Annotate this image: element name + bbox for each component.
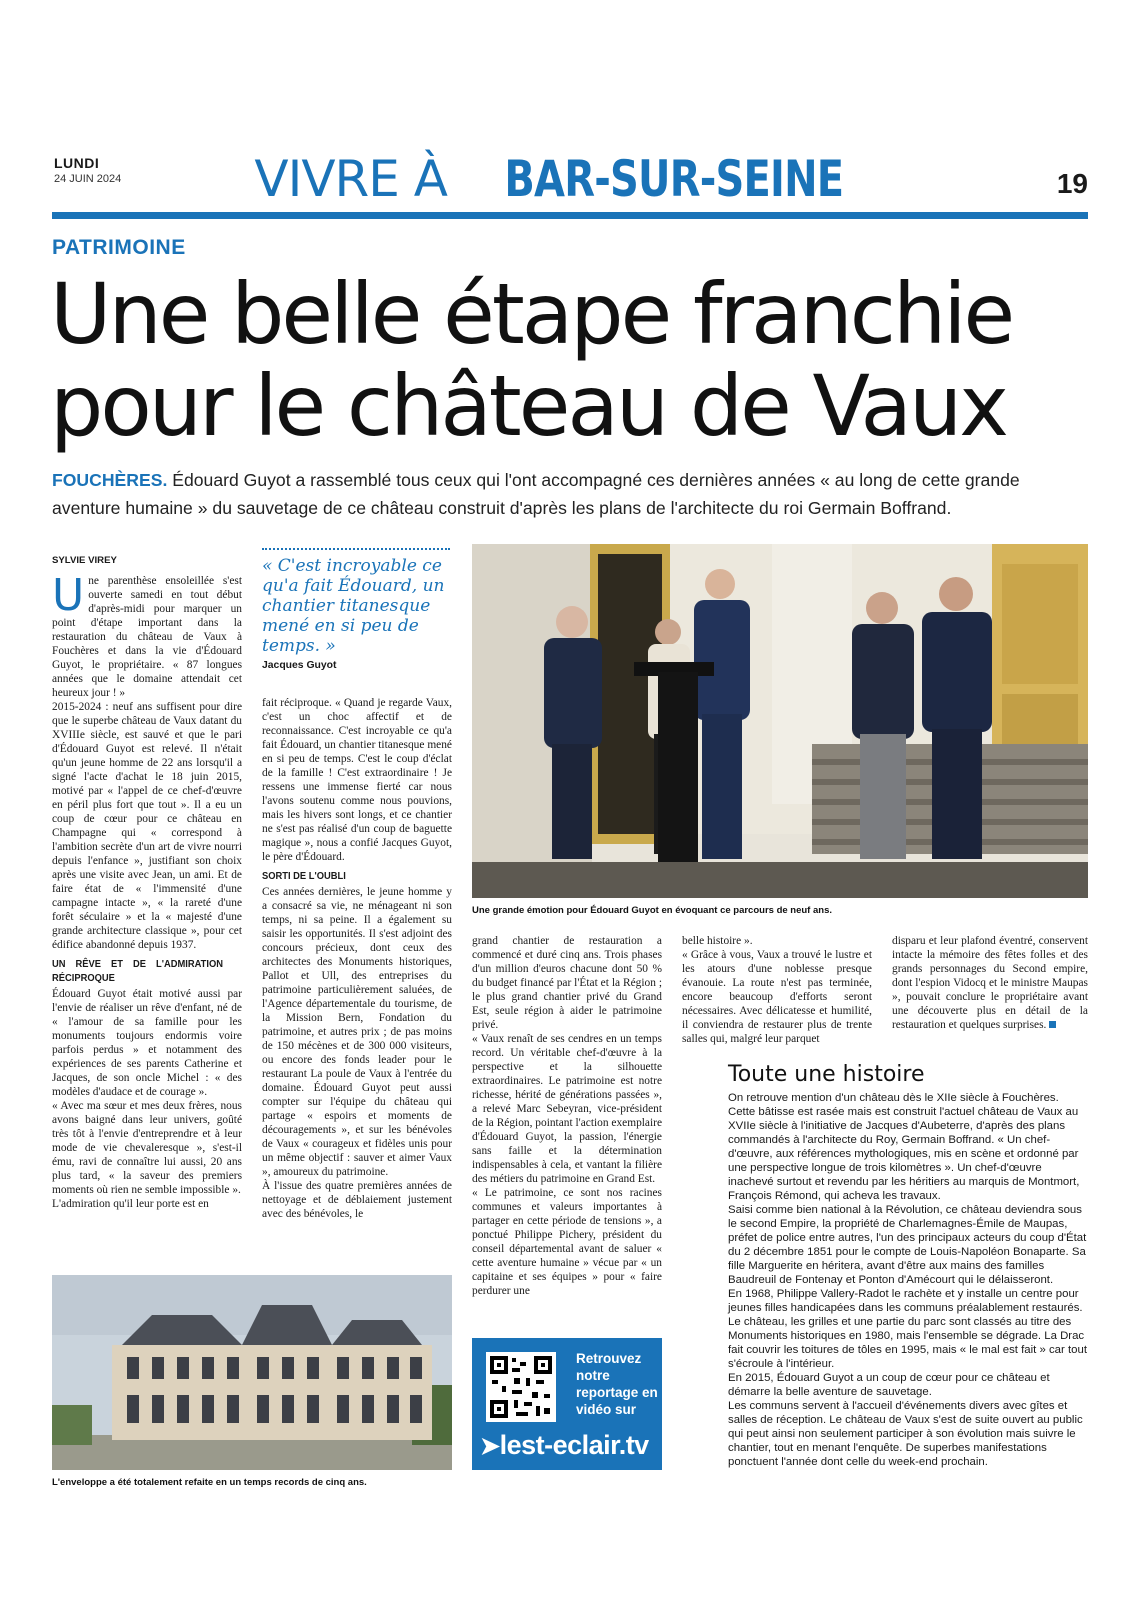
pull-quote-rule	[262, 548, 450, 550]
paragraph: « Avec ma sœur et mes deux frères, nous avons baigné dans leur univers, goûté très tôt à l'envie d'entreprendre et à leur mode de vie chevaleresque », s'est-il ému, ravi de connaître lui aussi, 20 ans plus tard, « la saveur des premiers moments où rien ne semble impossible ».	[52, 1100, 242, 1196]
paragraph: grand chantier de restauration a commencé et duré cinq ans. Trois phases d'un million d'euros chacune dont 50 % du budget financé par l'État et la Région ; le plus grand chantier privé du Grand Est, seule région à aider le patrimoine privé.	[472, 935, 662, 1031]
history-paragraph: En 1968, Philippe Vallery-Radot le rachète et y installe un centre pour jeunes filles handicapées dans les communs préalablement restaurés. Le château, les grilles et une partie du parc sont classés au titre des Monuments historiques en 1980, mais l'ensemble se dégrade. La Drac fait couvrir les toitures de tôles en 1995, mais « le mal est fait » car tout s'écroule à l'intérieur.	[728, 1288, 1087, 1370]
history-paragraph: Saisi comme bien national à la Révolution, ce château deviendra sous le second Empire, la propriété de Charlemagnes-Émile de Maupas, préfet de police entre autres, l'un des principaux acteurs du coup d'État du 2 décembre 1851 pour le compte de Louis-Napoléon Bonaparte. Sa fille Marguerite en héritera, avant d'être aux mains des familles Baudreuil de Fontenay et Ponton d'Amécourt qui le délaisseront.	[728, 1204, 1087, 1286]
ceremony-photo	[472, 544, 1088, 898]
promo-text: Retrouvez notre reportage en vidéo sur	[576, 1351, 658, 1417]
lede-text: Édouard Guyot a rassemblé tous ceux qui l'ont accompagné ces dernières années « au long de cette grande aventure humaine » du sauvetage de ce château construit d'après les plans de l'architecte du roi Germain Boffrand.	[52, 470, 1020, 518]
headline-line-2: pour le château de Vaux	[50, 357, 1006, 455]
photo-caption-2: L'enveloppe a été totalement refaite en un temps records de cinq ans.	[52, 1477, 367, 1488]
header-rule	[52, 212, 1088, 219]
paragraph: « Vaux renaît de ses cendres en un temps record. Un véritable chef-d'œuvre à la perspective et la silhouette extraordinaires. Le patrimoine est notre richesse, hérité de générations passées », a relevé Marc Sebeyran, vice-président de la Région, pointant l'action exemplaire d'Édouard Guyot, la passion, l'énergie sans faille et la détermination indispensables à cela, et vantant la filière des métiers du patrimoine en Grand Est.	[472, 1033, 662, 1185]
photo-caption-1: Une grande émotion pour Édouard Guyot en évoquant ce parcours de neuf ans.	[472, 905, 832, 916]
promo-brand-link[interactable]: ➤lest-eclair.tv	[480, 1430, 649, 1460]
page-rubric	[0, 150, 1140, 208]
byline: SYLVIE VIREY	[52, 555, 117, 566]
history-paragraph: On retrouve mention d'un château dès le XIIe siècle à Fouchères. Cette bâtisse est rasée mais est construit l'actuel château de Vaux au XVIIe siècle à l'initiative de Jacques d'Aubeterre, d'après des plans commandés à l'architecte du Roy, Germain Boffrand. « Un chef-d'œuvre, aux références mythologiques, mis en scène et ordonné par une perspective longue de trois kilomètres ». Un chef-d'œuvre inachevé surtout et revendu par les héritiers au marquis de Montmort, François Rémond, qui acheva les travaux.	[728, 1092, 1080, 1202]
pull-quote	[262, 548, 450, 671]
chateau-photo	[52, 1275, 452, 1470]
pull-quote-text: « C'est incroyable ce qu'a fait Édouard, un chantier titanesque mené en si peu de temps. »	[262, 556, 445, 656]
paragraph: Édouard Guyot était motivé aussi par l'envie de réaliser un rêve d'enfant, né de « l'amour de sa famille pour les monuments toujours endormis voire parfois perdus » et notamment des expériences de ses parents Catherine et Jacques, de son oncle Michel : « des modèles d'audace et de courage ».	[52, 988, 242, 1098]
lede	[52, 466, 1088, 522]
history-box-body	[728, 1091, 1088, 1469]
subhead: UN RÊVE ET DE L'ADMIRATION RÉCIPROQUE	[52, 959, 223, 984]
video-promo[interactable]	[472, 1338, 662, 1470]
paragraph: disparu et leur plafond éventré, conservent intacte la mémoire des fêtes folles et des grands personnages du Second empire, dont l'espion Vidocq et le ministre Maupas », pouvait conclure le propriétaire avant une découverte plus en détail de la restauration et quelques surprises.	[892, 935, 1088, 1031]
paragraph: Une parenthèse ensoleillée s'est ouverte samedi en tout début d'après-midi pour marquer un point d'étape important dans la restauration du château de Vaux à Fouchères et dans la vie d'Édouard Guyot, le propriétaire. « 87 longues années que le domaine attendait cet heureux jour ! »	[52, 570, 242, 699]
edition-day: LUNDI	[54, 155, 100, 171]
rubric-bold: BAR-SUR-SEINE	[504, 150, 844, 208]
qr-code-icon[interactable]	[486, 1352, 556, 1422]
paragraph: fait réciproque. « Quand je regarde Vaux, c'est un choc affectif et de reconnaissance. C'est incroyable ce qu'a fait Édouard, un chantier titanesque mené en si peu de temps. C'est le coup d'éclat de la famille ! C'est extraordinaire ! Je ressens une immense fierté car nous l'avons soutenu comme nous pouvions, mais les hivers sont longs, et ce chantier ne s'est pas réalisé d'un coup de baguette magique », nous a confié Jacques Guyot, le père d'Édouard.	[262, 697, 452, 863]
article-column-1	[52, 570, 242, 1211]
pull-quote-author: Jacques Guyot	[262, 660, 337, 671]
drop-cap: U	[52, 570, 85, 621]
paragraph: belle histoire ».	[682, 935, 753, 947]
paragraph: 2015-2024 : neuf ans suffisent pour dire que le superbe château de Vaux datant du XVIIIe siècle, est sauvé et que le pari d'Édouard Guyot est relevé. Il n'était qu'un jeune homme de 22 ans lorsqu'il a signé l'acte d'achat le 18 juin 2015, motivé par « l'appel de ce chef-d'œuvre en péril plus fort que tout ». Il a eu un coup de cœur pour ce château en Champagne qui « correspond à l'ambition secrète d'un art de vivre nourri depuis l'enfance », justifiant son choix après une visite avec Jean, un ami. Et de faire état de « l'immensité d'une campagne intacte », « la rareté d'une forêt séculaire » et la « majesté d'une grande architecture classique », pour cet édifice abandonné depuis 1937.	[52, 701, 242, 951]
paragraph: À l'issue des quatre premières années de nettoyage et de déblaiement justement avec des bénévoles, le	[262, 1180, 452, 1220]
article-column-4	[682, 934, 872, 1046]
edition-date: 24 JUIN 2024	[54, 173, 122, 185]
article-column-2	[262, 696, 452, 1221]
subhead: SORTI DE L'OUBLI	[262, 871, 346, 882]
paragraph: « Grâce à vous, Vaux a trouvé le lustre et les atours d'une noblesse presque évanouie. La route n'est pas terminée, encore beaucoup d'efforts seront nécessaires. Avec délicatesse et humilité, il conviendra de restaurer plus de trente salles qui, malgré leur parquet	[682, 949, 872, 1045]
history-box-title: Toute une histoire	[728, 1062, 925, 1087]
chateau-photo-image	[52, 1275, 452, 1470]
play-arrow-icon: ➤	[480, 1433, 500, 1460]
headline	[50, 265, 1090, 455]
section-label: PATRIMOINE	[52, 236, 186, 259]
ceremony-photo-image	[472, 544, 1088, 898]
paragraph: Ces années dernières, le jeune homme y a consacré sa vie, ne ménageant ni son temps, ni sa peine. Il a également su saisir les opportunités. Il s'est adjoint des concours précieux, dont ceux des architectes des Monuments historiques, Pallot et Ull, des entreprises du patrimoine particulièrement saluées, de l'Agence départementale du tourisme, de la Mission Bern, Fondation du patrimoine, et autres prix ; de pas moins de 150 mécènes et de 300 000 visiteurs, ou encore des fonds leader pour le restaurant La poule de Vaux à l'entrée du domaine. Édouard Guyot peut aussi compter sur l'équipe du château qui partage « espoirs et moments de découragements », et sur les bénévoles de Vaux « courageux et fidèles unis pour un même objectif : sauver et aimer Vaux », amoureux du patrimoine.	[262, 886, 452, 1178]
article-column-5	[892, 934, 1088, 1032]
end-mark-icon	[1049, 1021, 1056, 1028]
history-paragraph: Les communs servent à l'accueil d'événements divers avec gîtes et salles de réception. Le château de Vaux s'est de suite ouvert au public qui peut ainsi non seulement participer à son évolution mais suivre le chantier, tout en menant l'enquête. De superbes manifestations ponctuent l'année dont celle du week-end prochain.	[728, 1400, 1083, 1468]
history-paragraph: En 2015, Édouard Guyot a un coup de cœur pour ce château et démarre la belle aventure de sauvetage.	[728, 1372, 1050, 1398]
rubric-light: VIVRE À	[254, 150, 447, 208]
paragraph: L'admiration qu'il leur porte est en	[52, 1198, 209, 1210]
lede-place: FOUCHÈRES.	[52, 470, 168, 490]
history-box	[728, 1062, 1088, 1469]
paragraph: « Le patrimoine, ce sont nos racines communes et valeurs importantes à partager en cette période de tensions », a ponctué Philippe Pichery, président du conseil départemental avant de saluer « cette aventure humaine » vécue par « un capitaine et ses équipes » pour « faire perdurer une	[472, 1187, 662, 1297]
page-number: 19	[1056, 168, 1088, 199]
article-column-3	[472, 934, 662, 1298]
headline-line-1: Une belle étape franchie	[50, 265, 1013, 363]
